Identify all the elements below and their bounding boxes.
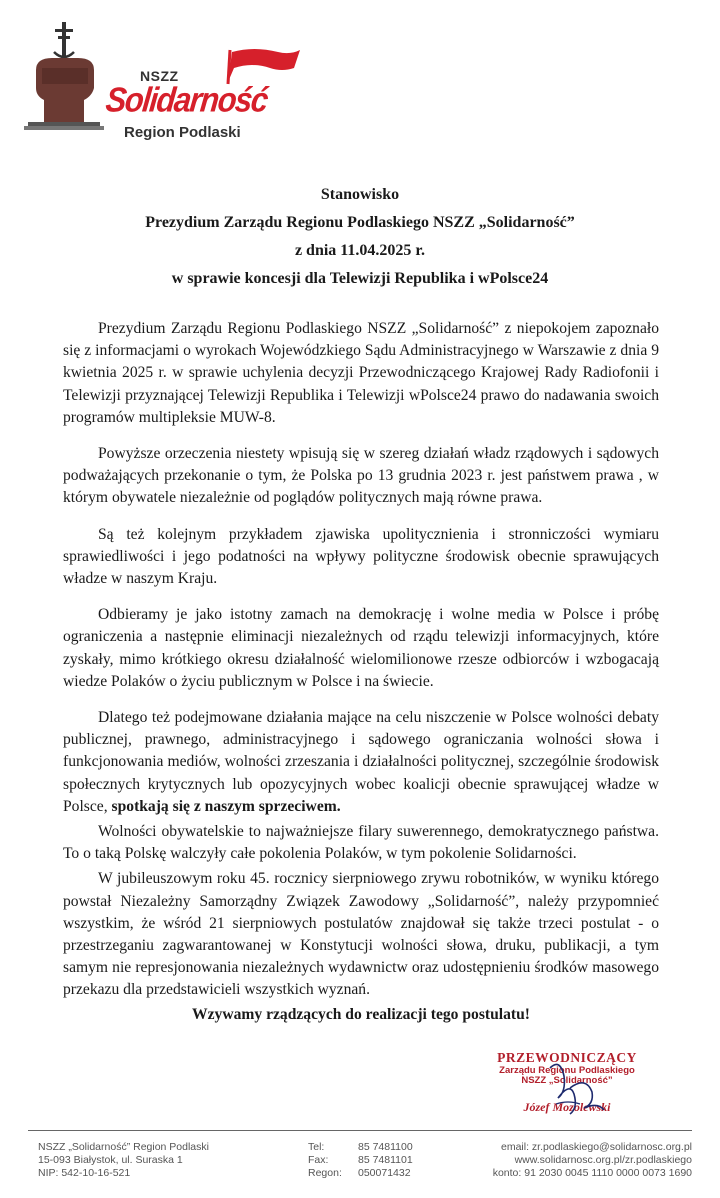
document-body [63, 318, 659, 1026]
footer-org: NSZZ „Solidarność” Region Podlaski [38, 1141, 209, 1153]
footer-regon: 050071432 [358, 1167, 411, 1179]
footer-contact-labels [308, 1141, 342, 1180]
paragraph-6: Wolności obywatelskie to najważniejsze filary suwerennego, demokratycznego państwa. To o taką Polskę walczyły całe pokolenia Polaków, w tym pokolenie Solidarności. [63, 823, 659, 863]
footer-online [493, 1141, 692, 1180]
stamp-org-line2: NSZZ „Solidarność” [521, 1075, 613, 1086]
footer-regon-label: Regon: [308, 1167, 342, 1179]
footer-bank-account: konto: 91 2030 0045 1110 0000 0073 1690 [492, 1167, 692, 1179]
organization-logo [22, 18, 312, 140]
logo-nszz: NSZZ [140, 68, 179, 84]
footer-divider [28, 1130, 692, 1131]
footer-nip: NIP: 542-10-16-521 [38, 1167, 131, 1179]
heading-issuer: Prezydium Zarządu Regionu Podlaskiego NSZZ „Solidarność” [145, 214, 575, 231]
paragraph-2: Powyższe orzeczenia niestety wpisują się w szereg działań władz rządowych i sądowych podważających przekonanie o tym, że Polska po 13 grudnia 2023 r. jest państwem prawa , w którym obywatele niezależnie od poglądów politycznych mają równe prawa. [63, 445, 659, 507]
footer-street: 15-093 Białystok, ul. Suraska 1 [38, 1154, 183, 1166]
heading-date: z dnia 11.04.2025 r. [294, 242, 426, 259]
paragraph-5 [63, 707, 659, 818]
footer-address [38, 1141, 209, 1180]
closing-appeal: Wzywamy rządzących do realizacji tego postulatu! [192, 1005, 530, 1023]
paragraph-5-end: . [336, 797, 341, 815]
paragraph-7: W jubileuszowym roku 45. rocznicy sierpniowego zrywu robotników, w wyniku którego powstał Niezależny Samorządny Związek Zawodowy „Solidarność”, należy przypomnieć wszystkim, że wśród 21 sierpniowych postulatów znajdował się także trzeci postulat - o przestrzeganiu zagwarantowanej w Konstytucji wolności słowa, druku, publikacji, a tym samym nie represjonowania niezależnych wydawnictw oraz udostępnieniu środków masowego przekazu dla przedstawicieli wszystkich wyznań. [63, 870, 659, 999]
paragraph-3: Są też kolejnym przykładem zjawiska upolitycznienia i stronniczości wymiaru sprawiedliwości i jego podatności na wpływy polityczne środowisk obecnie sprawujących władze w naszym Kraju. [63, 525, 659, 588]
handwritten-signature-icon [540, 1058, 610, 1122]
footer-fax: 85 7481101 [358, 1154, 413, 1166]
heading-subject: w sprawie koncesji dla Telewizji Republika i wPolsce24 [171, 270, 549, 287]
footer-tel: 85 7481100 [358, 1141, 413, 1153]
stamp-org-line1: Zarządu Regionu Podlaskiego [499, 1065, 635, 1076]
footer-tel-label: Tel: [308, 1141, 325, 1153]
paragraph-5-emphasis: spotkają się z naszym sprzeciwem [111, 797, 337, 815]
footer-www: www.solidarnosc.org.pl/zr.podlaskiego [514, 1154, 692, 1166]
footer-contact-values [358, 1141, 413, 1180]
paragraph-5-text: Dlatego też podejmowane działania mające na celu niszczenie w Polsce wolności debaty publicznej, prawnego, administracyjnego i sądowego ograniczania wolności słowa i funkcjonowania mediów, wolności zrzeszania i działalności politycznej, szczególnie środowisk społecznych krytycznych lub opozycyjnych wobec koalicji obecnie sprawującej władze w Polsce, [63, 709, 659, 815]
document-heading [0, 181, 720, 293]
footer-fax-label: Fax: [308, 1154, 329, 1166]
logo-region: Region Podlaski [124, 124, 241, 141]
heading-title: Stanowisko [320, 186, 400, 203]
stamp-name: Józef Mozolewski [523, 1100, 611, 1114]
paragraph-4: Odbieramy je jako istotny zamach na demokrację i wolne media w Polsce i próbę ograniczenia a następnie eliminacji niezależnych od rządu telewizji informacyjnych, które zyskały, mimo krótkiego okresu działalność wielomilionowe rzesze odbiorców i wzbogacają wiedze Polaków o życiu publicznym w Polsce i na świecie. [63, 606, 659, 690]
stamp-role: PRZEWODNICZĄCY [497, 1050, 637, 1065]
logo-brand: Solidarność [103, 80, 269, 120]
footer-email: email: zr.podlaskiego@solidarnosc.org.pl [500, 1141, 692, 1153]
paragraph-1: Prezydium Zarządu Regionu Podlaskiego NSZZ „Solidarność” z niepokojem zapoznało się z informacjami o wyrokach Wojewódzkiego Sądu Administracyjnego w Warszawie z dnia 9 kwietnia 2025 r. w sprawie uchylenia decyzji Przewodniczącego Krajowej Rady Radiofonii i Telewizji przyznającej Telewizji Republika i Telewizji wPolsce24 prawo do nadawania swoich programów multipleksie MUW-8. [63, 320, 659, 426]
